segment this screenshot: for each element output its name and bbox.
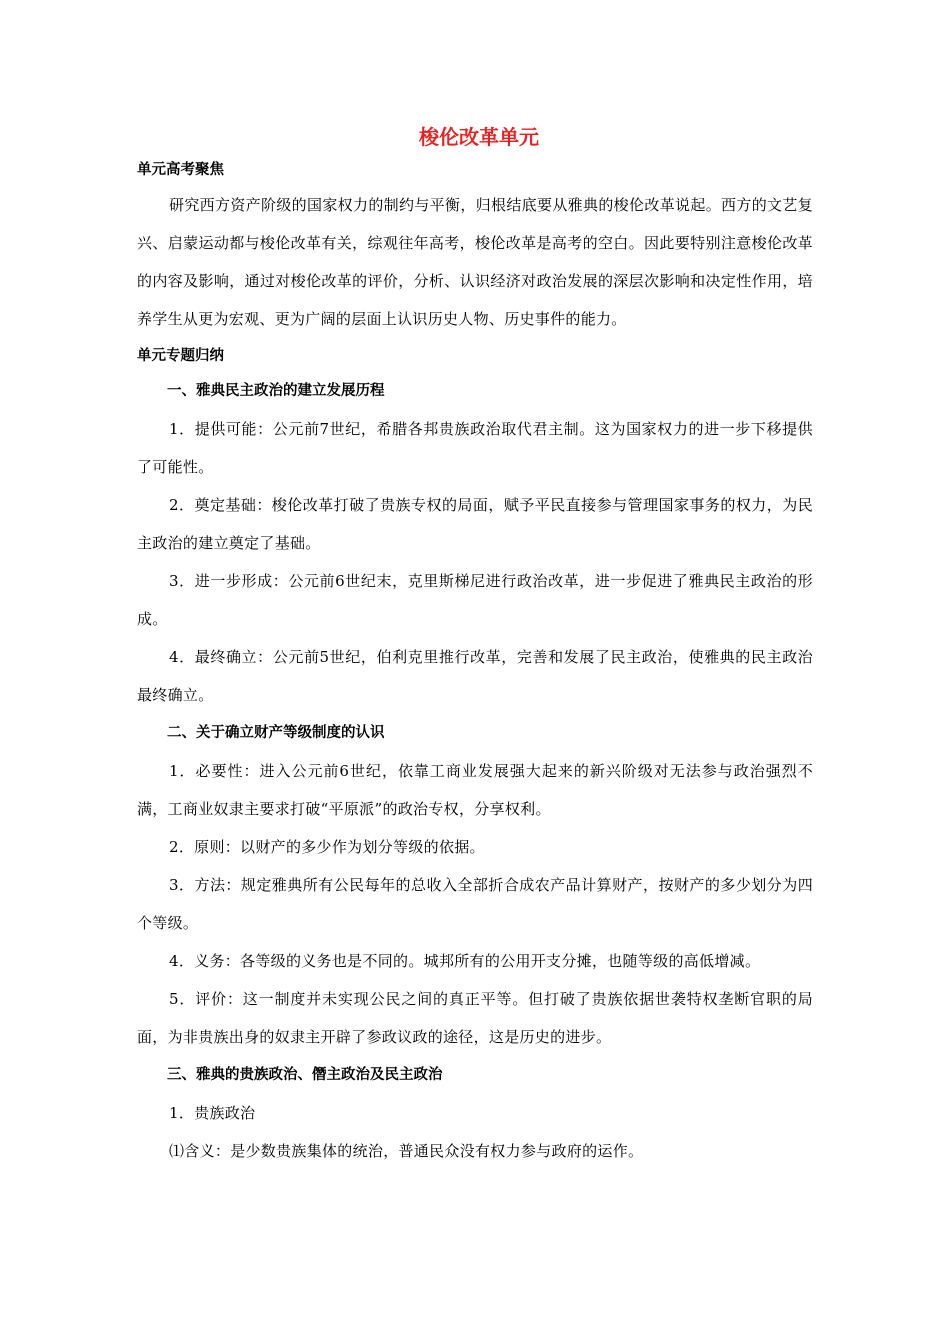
section2-item: 2．原则：以财产的多少作为划分等级的依据。 [169,838,485,856]
section2-item: 1．必要性：进入公元前6世纪，依靠工商业发展强大起来的新兴阶级对无法参与政治强烈不满，工商业奴隶主要求打破“平原派”的政治专权，分享权利。 [137,762,813,818]
section1-item: 3．进一步形成：公元前6世纪末，克里斯梯尼进行政治改革，进一步促进了雅典民主政治的形成。 [137,572,813,628]
document-title: 梭伦改革单元 [419,125,539,149]
section1-item: 2．奠定基础：梭伦改革打破了贵族专权的局面，赋予平民直接参与管理国家事务的权力，为民主政治的建立奠定了基础。 [137,496,813,552]
section1-heading: 一、雅典民主政治的建立发展历程 [167,383,385,399]
section2-heading: 二、关于确立财产等级制度的认识 [167,725,385,741]
section2-item: 4．义务：各等级的义务也是不同的。城邦所有的公用开支分摊，也随等级的高低增减。 [169,952,761,970]
section3-item: 1．贵族政治 [169,1104,256,1122]
section1-item: 1．提供可能：公元前7世纪，希腊各邦贵族政治取代君主制。这为国家权力的进一步下移提供了可能性。 [137,420,813,476]
section2-item: 5．评价：这一制度并未实现公民之间的真正平等。但打破了贵族依据世袭特权垄断官职的局面，为非贵族出身的奴隶主开辟了参政议政的途径，这是历史的进步。 [137,990,813,1046]
focus-paragraph: 研究西方资产阶级的国家权力的制约与平衡，归根结底要从雅典的梭伦改革说起。西方的文艺复兴、启蒙运动都与梭伦改革有关，综观往年高考，梭伦改革是高考的空白。因此要特别注意梭伦改革的内容及影响，通过对梭伦改革的评价，分析、认识经济对政治发展的深层次影响和决定性作用，培养学生从更为宏观、更为广阔的层面上认识历史人物、历史事件的能力。 [137,196,813,328]
section1-item: 4．最终确立：公元前5世纪，伯利克里推行改革，完善和发展了民主政治，使雅典的民主政治最终确立。 [137,648,813,704]
section3-item: ⑴含义：是少数贵族集体的统治，普通民众没有权力参与政府的运作。 [169,1142,644,1160]
document-page [137,120,813,1170]
focus-heading: 单元高考聚焦 [137,162,224,178]
summary-heading: 单元专题归纳 [137,348,224,364]
section2-item: 3．方法：规定雅典所有公民每年的总收入全部折合成农产品计算财产，按财产的多少划分为四个等级。 [137,876,813,932]
section3-heading: 三、雅典的贵族政治、僭主政治及民主政治 [167,1067,443,1083]
